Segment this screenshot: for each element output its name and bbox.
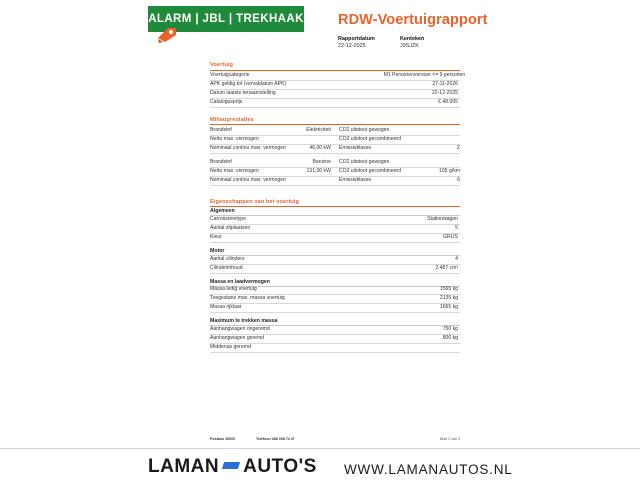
row-label: Datum laatste tenaamstelling	[210, 89, 384, 98]
footer-phone	[256, 437, 302, 441]
row-value-2	[431, 159, 460, 168]
meta-item-rapportdatum	[338, 36, 400, 49]
footer-address	[210, 437, 256, 441]
row-value	[384, 343, 460, 352]
footer-address-text: Postbus 30000	[210, 437, 236, 441]
table-milieu-benzine	[210, 159, 460, 186]
table-milieu-elektriciteit	[210, 127, 460, 154]
table-row	[210, 98, 460, 107]
document-footer	[0, 432, 640, 480]
table-row	[210, 295, 460, 304]
table-trekken	[210, 326, 460, 353]
row-label: Aantal zitplaatsen	[210, 224, 384, 233]
table-row	[210, 286, 460, 295]
row-value: M1 Personenvervoer <= 9 personen	[384, 72, 460, 81]
table-massa	[210, 286, 460, 313]
section-rule	[210, 70, 460, 71]
row-value: Stationwagen	[384, 216, 460, 225]
row-value: 5	[384, 224, 460, 233]
footer-page-number: Blad 2 van 3	[440, 437, 460, 441]
table-row	[210, 216, 460, 225]
row-label: Voertuigcategorie	[210, 72, 384, 81]
dealer-logo-laman: LAMAN	[148, 456, 220, 477]
table-row	[210, 224, 460, 233]
table-row	[210, 326, 460, 335]
section-rule	[210, 206, 460, 207]
row-value-2: 105 g/km	[431, 167, 460, 176]
row-label: APK geldig tot (vervaldatum APK)	[210, 80, 384, 89]
row-value: Benzine	[304, 159, 336, 168]
row-value-2: 6	[431, 176, 460, 185]
section-title-voertuig: Voertuig	[210, 62, 234, 68]
section-title-eigenschappen: Eigenschappen van het voertuig	[210, 198, 300, 205]
row-value: 4	[384, 255, 460, 264]
rocket-icon	[156, 26, 178, 44]
row-value: Elektriciteit	[304, 127, 336, 136]
row-label: Netto max. vermogen	[210, 167, 304, 176]
table-row	[210, 334, 460, 343]
row-value	[304, 176, 336, 185]
row-label: Brandstof	[210, 127, 304, 136]
row-label-2: Emissieklasse	[337, 176, 431, 185]
table-row	[210, 159, 460, 168]
table-algemeen	[210, 216, 460, 243]
row-value: 1665 kg	[384, 304, 460, 313]
dealer-banner: ALARM | JBL | TREKHAAK	[148, 6, 304, 32]
row-label: Brandstof	[210, 159, 304, 168]
meta-item-kenteken	[400, 36, 470, 49]
row-label: Aantal cilinders	[210, 255, 384, 264]
document-header	[0, 0, 640, 56]
row-label: Middenas geremd	[210, 343, 384, 352]
row-value: 27-11-2026	[384, 80, 460, 89]
row-label-2: CO2 uitstoot gewogen	[337, 127, 431, 136]
footer-brand-bar	[0, 448, 640, 481]
meta-value: 22-12-2025	[338, 43, 366, 49]
dealer-logo	[148, 456, 317, 478]
row-value-2	[431, 135, 460, 144]
group-title-trekken: Maximum te trekken massa	[210, 318, 278, 325]
footer-phone-text: Telefoon 088 008 74 47	[256, 437, 295, 441]
table-row	[210, 264, 460, 273]
website-url: WWW.LAMANAUTOS.NL	[344, 462, 513, 477]
row-label: Aanhangwagen ongeremd	[210, 326, 384, 335]
row-label: Toegestane max. massa voertuig	[210, 295, 384, 304]
row-value: 2135 kg	[384, 295, 460, 304]
group-title-massa: Massa en laadvermogen	[210, 278, 270, 285]
table-row	[210, 80, 460, 89]
row-value	[304, 135, 336, 144]
meta-label: Kenteken	[400, 36, 425, 42]
row-label-2: Emissieklasse	[337, 144, 431, 153]
row-value: 800 kg	[384, 334, 460, 343]
table-row	[210, 255, 460, 264]
page-title: RDW-Voertuigrapport	[338, 12, 488, 28]
table-row	[210, 135, 460, 144]
row-label: Aanhangwagen geremd	[210, 334, 384, 343]
row-value: € 48.005	[384, 98, 460, 107]
row-value: 1565 kg	[384, 286, 460, 295]
row-label-2: CO2 uitstoot gecombineerd	[337, 167, 431, 176]
row-label: Catalogusprijs	[210, 98, 384, 107]
report-body	[210, 62, 466, 353]
group-title-motor: Motor	[210, 247, 225, 254]
section-rule	[210, 124, 460, 125]
row-label: Cilinderinhoud	[210, 264, 384, 273]
row-value: 2.487 cm³	[384, 264, 460, 273]
row-value: GRIJS	[384, 233, 460, 242]
row-label-2: CO2 uitstoot gecombineerd	[337, 135, 431, 144]
row-label: Carrosserietype	[210, 216, 384, 225]
table-voertuig	[210, 71, 466, 108]
row-label: Kleur	[210, 233, 384, 242]
dealer-logo-autos: AUTO'S	[243, 456, 317, 477]
table-row	[210, 233, 460, 242]
row-value: 46,00 kW	[304, 144, 336, 153]
table-motor	[210, 255, 460, 273]
row-label: Nominaal continu max. vermogen	[210, 144, 304, 153]
meta-label: Rapportdatum	[338, 36, 375, 42]
row-label: Massa rijklaar	[210, 304, 384, 313]
row-label-2: CO2 uitstoot gewogen	[337, 159, 431, 168]
row-label: Nominaal continu max. vermogen	[210, 176, 304, 185]
table-row	[210, 176, 460, 185]
table-row	[210, 127, 460, 136]
row-value: 131,00 kW	[304, 167, 336, 176]
meta-value: J9SJZK	[400, 43, 419, 49]
table-row	[210, 343, 460, 352]
row-value-2	[431, 127, 460, 136]
table-row	[210, 89, 460, 98]
group-title-algemeen: Algemeen	[210, 208, 235, 215]
table-row	[210, 144, 460, 153]
footer-meta	[210, 437, 460, 441]
section-title-milieuprestaties: Milieuprestaties	[210, 116, 254, 123]
row-value-2: Z	[431, 144, 460, 153]
row-label: Netto max. vermogen	[210, 135, 304, 144]
table-row	[210, 72, 460, 81]
table-row	[210, 167, 460, 176]
row-label: Massa ledig voertuig	[210, 286, 384, 295]
table-row	[210, 304, 460, 313]
row-value: 22-12-2025	[384, 89, 460, 98]
report-meta	[338, 36, 538, 49]
row-value: 750 kg	[384, 326, 460, 335]
logo-separator-icon	[222, 462, 240, 469]
